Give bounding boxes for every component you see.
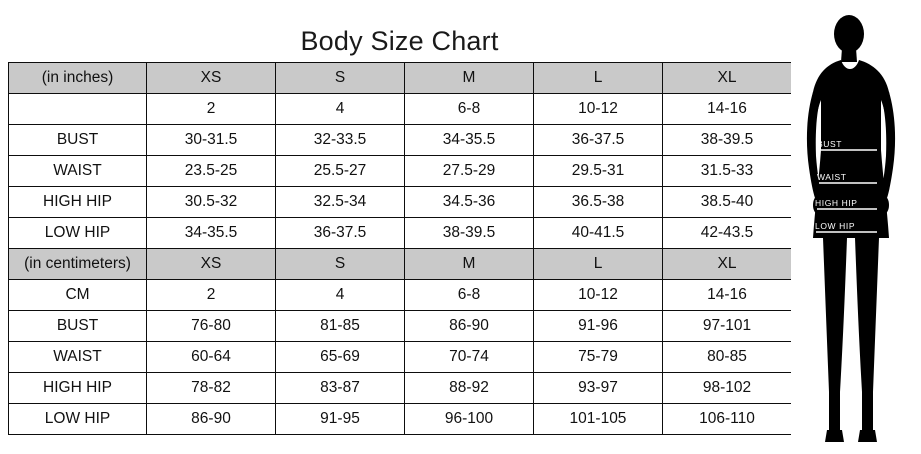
table-cell: 34-35.5 (405, 125, 534, 156)
table-cell: CM (9, 280, 147, 311)
table-cell: 86-90 (147, 404, 276, 435)
table-cell: WAIST (9, 156, 147, 187)
female-body-silhouette-icon (791, 0, 921, 454)
table-cell: 38.5-40 (663, 187, 792, 218)
size-chart-container (8, 22, 791, 440)
table-row (9, 280, 792, 311)
table-cell: 70-74 (405, 342, 534, 373)
table-row (9, 373, 792, 404)
table-cell: 78-82 (147, 373, 276, 404)
table-cell: 96-100 (405, 404, 534, 435)
table-cell: 36-37.5 (276, 218, 405, 249)
table-cell: 23.5-25 (147, 156, 276, 187)
table-cell: 4 (276, 280, 405, 311)
table-cell: XL (663, 249, 792, 280)
table-cell: M (405, 249, 534, 280)
table-row (9, 63, 792, 94)
table-cell: 32-33.5 (276, 125, 405, 156)
table-cell: 38-39.5 (663, 125, 792, 156)
high-hip-measure-label: HIGH HIP (815, 198, 858, 208)
table-cell: 29.5-31 (534, 156, 663, 187)
table-row (9, 156, 792, 187)
low-hip-measure-label: LOW HIP (815, 221, 856, 231)
table-cell: 30.5-32 (147, 187, 276, 218)
table-cell: 97-101 (663, 311, 792, 342)
table-cell: LOW HIP (9, 218, 147, 249)
table-cell: 91-95 (276, 404, 405, 435)
page-title: Body Size Chart (300, 26, 499, 56)
table-cell: HIGH HIP (9, 373, 147, 404)
table-cell: 34-35.5 (147, 218, 276, 249)
table-row (9, 404, 792, 435)
table-cell: S (276, 63, 405, 94)
table-cell: 30-31.5 (147, 125, 276, 156)
table-row (9, 311, 792, 342)
table-cell: 10-12 (534, 94, 663, 125)
size-table (8, 62, 792, 435)
table-cell: 25.5-27 (276, 156, 405, 187)
figure-panel (791, 0, 921, 454)
table-cell: 32.5-34 (276, 187, 405, 218)
table-cell: XL (663, 63, 792, 94)
table-cell: 31.5-33 (663, 156, 792, 187)
table-row (9, 187, 792, 218)
table-cell: 91-96 (534, 311, 663, 342)
table-cell: 106-110 (663, 404, 792, 435)
table-row (9, 94, 792, 125)
table-cell: 42-43.5 (663, 218, 792, 249)
table-cell: 14-16 (663, 94, 792, 125)
table-cell: WAIST (9, 342, 147, 373)
table-cell: 80-85 (663, 342, 792, 373)
table-cell: 6-8 (405, 280, 534, 311)
table-cell: M (405, 63, 534, 94)
table-cell: L (534, 63, 663, 94)
table-cell: (in inches) (9, 63, 147, 94)
table-cell: L (534, 249, 663, 280)
table-cell: 88-92 (405, 373, 534, 404)
table-cell: S (276, 249, 405, 280)
table-cell: 36-37.5 (534, 125, 663, 156)
table-cell: XS (147, 63, 276, 94)
table-cell: 27.5-29 (405, 156, 534, 187)
size-table-body (9, 63, 792, 435)
table-cell: 40-41.5 (534, 218, 663, 249)
table-cell: 36.5-38 (534, 187, 663, 218)
table-cell: 2 (147, 280, 276, 311)
table-cell: (in centimeters) (9, 249, 147, 280)
table-cell: HIGH HIP (9, 187, 147, 218)
table-cell: 86-90 (405, 311, 534, 342)
table-cell: 6-8 (405, 94, 534, 125)
table-cell: BUST (9, 311, 147, 342)
table-row (9, 342, 792, 373)
table-cell: 38-39.5 (405, 218, 534, 249)
waist-measure-label: WAIST (817, 172, 847, 182)
table-cell: 98-102 (663, 373, 792, 404)
table-row (9, 249, 792, 280)
table-cell (9, 94, 147, 125)
table-cell: 14-16 (663, 280, 792, 311)
table-cell: 34.5-36 (405, 187, 534, 218)
table-cell: 81-85 (276, 311, 405, 342)
table-cell: 76-80 (147, 311, 276, 342)
table-cell: 4 (276, 94, 405, 125)
table-cell: 65-69 (276, 342, 405, 373)
table-cell: 10-12 (534, 280, 663, 311)
table-row (9, 125, 792, 156)
table-cell: 75-79 (534, 342, 663, 373)
table-cell: 2 (147, 94, 276, 125)
table-cell: BUST (9, 125, 147, 156)
table-cell: 101-105 (534, 404, 663, 435)
bust-measure-label: BUST (817, 139, 843, 149)
table-row (9, 218, 792, 249)
table-cell: 60-64 (147, 342, 276, 373)
table-cell: 83-87 (276, 373, 405, 404)
table-cell: LOW HIP (9, 404, 147, 435)
table-cell: XS (147, 249, 276, 280)
table-cell: 93-97 (534, 373, 663, 404)
